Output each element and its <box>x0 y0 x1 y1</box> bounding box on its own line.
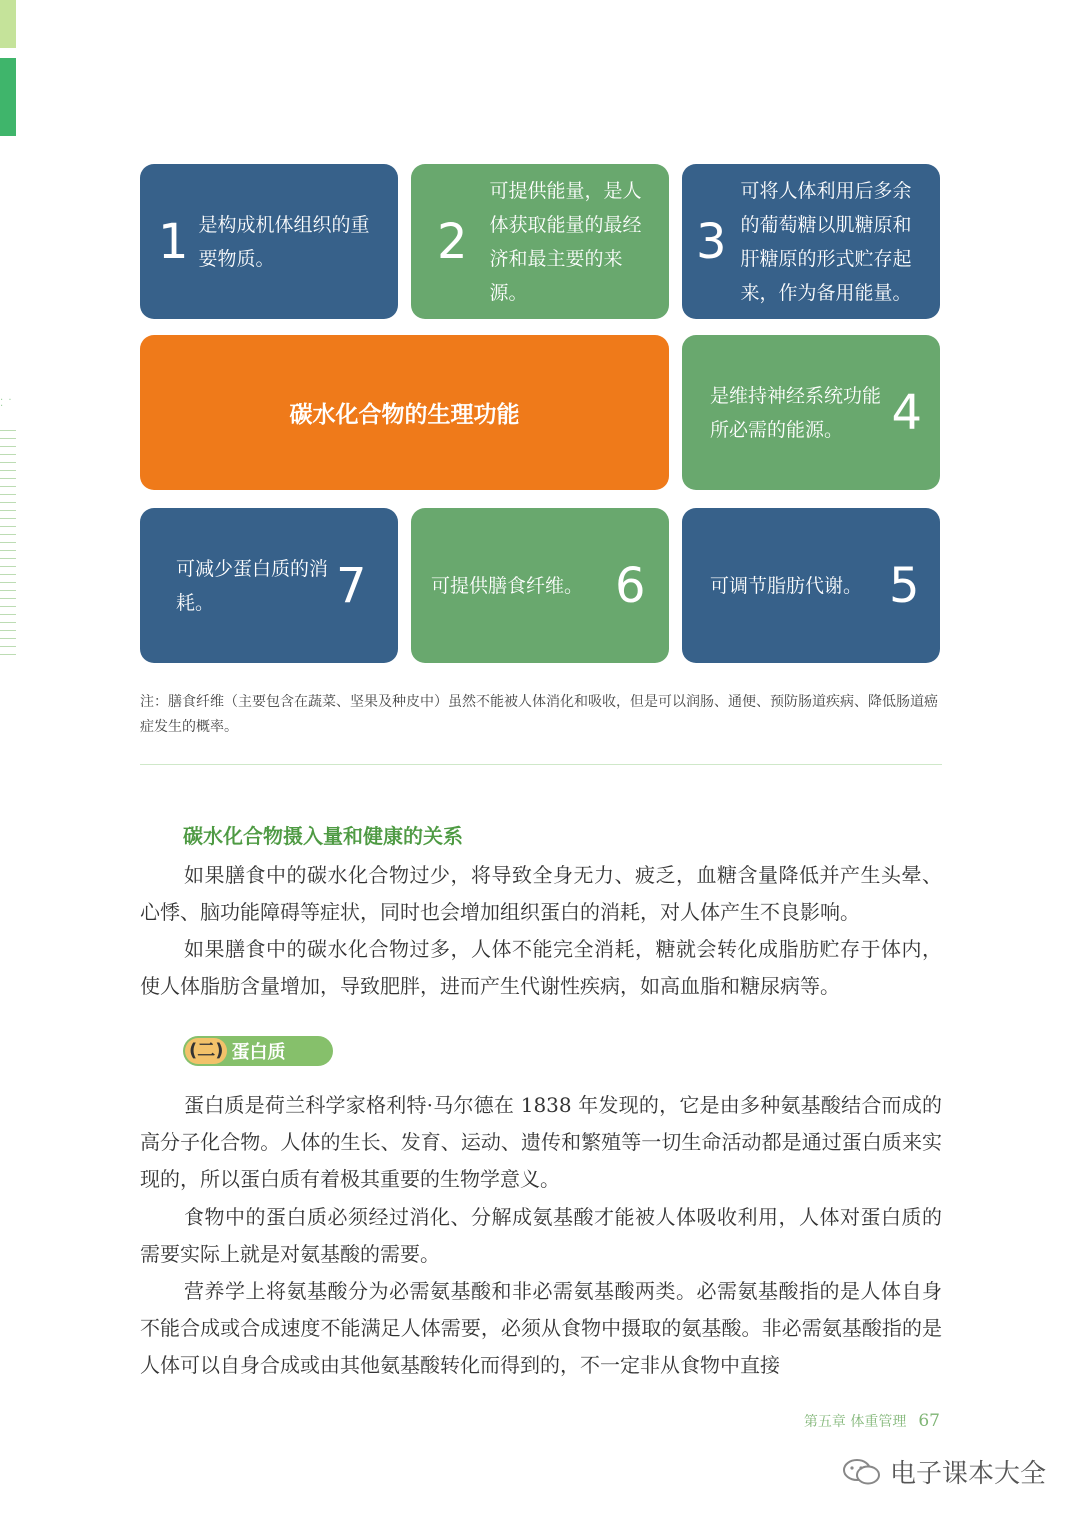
card-7 <box>140 508 398 663</box>
paragraph: 食物中的蛋白质必须经过消化、分解成氨基酸才能被人体吸收利用，人体对蛋白质的需要实际上就是对氨基酸的需要。 <box>140 1205 942 1266</box>
card-5 <box>682 508 940 663</box>
card-text: 可减少蛋白质的消耗。 <box>176 557 329 614</box>
badge-title: 蛋白质 <box>231 1042 286 1063</box>
card-number: 6 <box>615 557 646 614</box>
center-title: 碳水化合物的生理功能 <box>289 401 520 428</box>
watermark <box>842 1453 1046 1490</box>
side-lines <box>0 430 16 660</box>
figure-note: 注：膳食纤维（主要包含在蔬菜、坚果及种皮中）虽然不能被人体消化和吸收，但是可以润肠、通便、预防肠道疾病、降低肠道癌症发生的概率。 <box>140 694 938 735</box>
watermark-text: 电子课本大全 <box>890 1459 1047 1489</box>
card-number: 5 <box>889 557 920 614</box>
card-number: 2 <box>437 213 468 270</box>
page-footer <box>804 1411 940 1431</box>
card-4 <box>682 335 940 490</box>
chapter-label: 第五章 体重管理 <box>803 1414 907 1430</box>
side-tab-light <box>0 0 16 48</box>
paragraph: 营养学上将氨基酸分为必需氨基酸和非必需氨基酸两类。必需氨基酸指的是人体自身不能合成或合成速度不能满足人体需要，必须从食物中摄取的氨基酸。非必需氨基酸指的是人体可以自身合成或由其他氨基酸转化而得到的，不一定非从食物中直接 <box>140 1279 942 1377</box>
card-1 <box>140 164 398 319</box>
card-text: 是构成机体组织的重要物质。 <box>198 213 370 270</box>
side-dots: · · · <box>0 395 13 412</box>
wechat-icon <box>842 1457 882 1487</box>
card-3 <box>682 164 940 319</box>
card-number: 1 <box>158 213 189 270</box>
section-heading: 碳水化合物摄入量和健康的关系 <box>183 824 463 848</box>
paragraph: 蛋白质是荷兰科学家格利特·马尔德在 1838 年发现的，它是由多种氨基酸结合而成的高分子化合物。人体的生长、发育、运动、遗传和繁殖等一切生命活动都是通过蛋白质来实现的，所以蛋白质有着极其重要的生物学意义。 <box>140 1093 942 1191</box>
card-6 <box>411 508 669 663</box>
paragraph: 如果膳食中的碳水化合物过多，人体不能完全消耗，糖就会转化成脂肪贮存于体内，使人体脂肪含量增加，导致肥胖，进而产生代谢性疾病，如高血脂和糖尿病等。 <box>140 937 942 998</box>
card-2 <box>411 164 669 319</box>
badge-number: (二) <box>185 1038 227 1064</box>
center-title-card <box>140 335 669 490</box>
card-number: 7 <box>336 557 367 614</box>
page-number: 67 <box>918 1411 940 1431</box>
paragraph: 如果膳食中的碳水化合物过少，将导致全身无力、疲乏，血糖含量降低并产生头晕、心悸、脑功能障碍等症状，同时也会增加组织蛋白的消耗，对人体产生不良影响。 <box>140 863 942 924</box>
card-text: 可将人体利用后多余的葡萄糖以肌糖原和肝糖原的形式贮存起来，作为备用能量。 <box>740 179 912 304</box>
side-tab-dark <box>0 58 16 136</box>
section-badge <box>183 1036 333 1066</box>
card-number: 3 <box>696 213 727 270</box>
card-text: 可提供膳食纤维。 <box>431 574 584 597</box>
divider <box>140 764 942 765</box>
card-text: 是维持神经系统功能所必需的能源。 <box>710 384 882 441</box>
card-text: 可提供能量，是人体获取能量的最经济和最主要的来源。 <box>489 179 642 304</box>
card-number: 4 <box>891 384 922 441</box>
card-text: 可调节脂肪代谢。 <box>710 574 863 597</box>
